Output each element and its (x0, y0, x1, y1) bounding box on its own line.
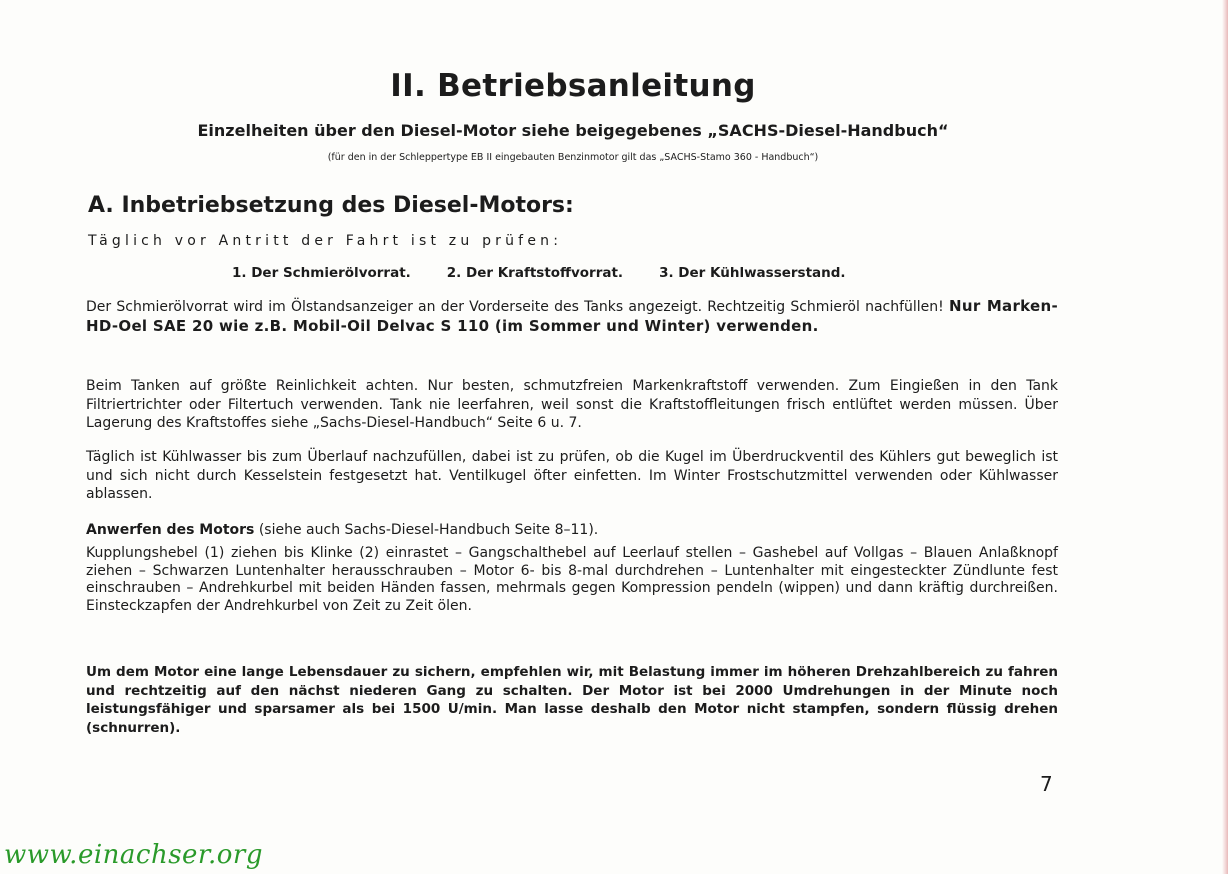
oil-paragraph (86, 297, 1058, 336)
oil-text: Der Schmierölvorrat wird im Ölstandsanzeiger an der Vorderseite des Tanks angezeigt. Rechtzeitig Schmieröl nachfüllen! (86, 299, 944, 315)
oil-recommendation: Nur Marken-HD-Oel SAE 20 wie z.B. Mobil-Oil Delvac S 110 (im Sommer und Winter) verwenden. (86, 297, 1059, 335)
daily-check-intro: Täglich vor Antritt der Fahrt ist zu prüfen: (88, 233, 563, 249)
watermark: www.einachser.org (4, 840, 263, 870)
checklist-item-oil: 1. Der Schmierölvorrat. (232, 265, 411, 281)
subtitle: Einzelheiten über den Diesel-Motor siehe beigegebenes „SACHS-Diesel-Handbuch“ (197, 121, 949, 140)
checklist-item-fuel: 2. Der Kraftstoffvorrat. (446, 265, 624, 281)
start-heading-line (86, 521, 1058, 540)
page-title: II. Betriebsanleitung (390, 68, 756, 104)
start-steps-paragraph: Kupplungshebel (1) ziehen bis Klinke (2) einrastet – Gangschalthebel auf Leerlauf stellen – Gashebel auf Vollgas – Blauen Anlaßknopf ziehen – Schwarzen Luntenhalter herausschrauben – Motor 6- bis 8-mal durchdrehen – Luntenhalter mit eingesteckter Zündlunte fest einschrauben – Andrehkurbel mit beiden Händen fassen, mehrmals gegen Kompression pendeln (wippen) und dann kräftig durchreißen. Einsteckzapfen der Andrehkurbel von Zeit zu Zeit ölen. (86, 545, 1058, 614)
section-heading: A. Inbetriebsetzung des Diesel-Motors: (88, 193, 574, 218)
coolant-paragraph: Täglich ist Kühlwasser bis zum Überlauf nachzufüllen, dabei ist zu prüfen, ob die Kugel im Überdruckventil des Kühlers gut beweglich ist und sich nicht durch Kesselstein festgesetzt hat. Ventilkugel öfter einfetten. Im Winter Frostschutzmittel verwenden oder Kühlwasser ablassen. (86, 449, 1058, 502)
fuel-paragraph: Beim Tanken auf größte Reinlichkeit achten. Nur besten, schmutzfreien Markenkraftstoff verwenden. Zum Eingießen in den Tank Filtriertrichter oder Filtertuch verwenden. Tank nie leerfahren, weil sonst die Kraftstoffleitungen frisch entlüftet werden müssen. Über Lagerung des Kraftstoffes siehe „Sachs-Diesel-Handbuch“ Seite 6 u. 7. (86, 378, 1058, 431)
checklist (232, 265, 846, 281)
start-heading: Anwerfen des Motors (86, 522, 255, 538)
start-heading-ref: (siehe auch Sachs-Diesel-Handbuch Seite 8–11). (258, 522, 599, 538)
page-number: 7 (1040, 772, 1053, 796)
engine-life-paragraph: Um dem Motor eine lange Lebensdauer zu sichern, empfehlen wir, mit Belastung immer im höheren Drehzahlbereich zu fahren und rechtzeitig auf den nächst niederen Gang zu schalten. Der Motor ist bei 2000 Umdrehungen in der Minute noch leistungsfähiger und sparsamer als bei 1500 U/min. Man lasse deshalb den Motor nicht stampfen, sondern flüssig drehen (schnurren). (86, 664, 1058, 736)
benzin-note: (für den in der Schleppertype EB II eingebauten Benzinmotor gilt das „SACHS-Stamo 360 - Handbuch“) (327, 152, 819, 163)
checklist-item-coolant: 3. Der Kühlwasserstand. (659, 265, 846, 281)
page-edge (1222, 0, 1228, 874)
